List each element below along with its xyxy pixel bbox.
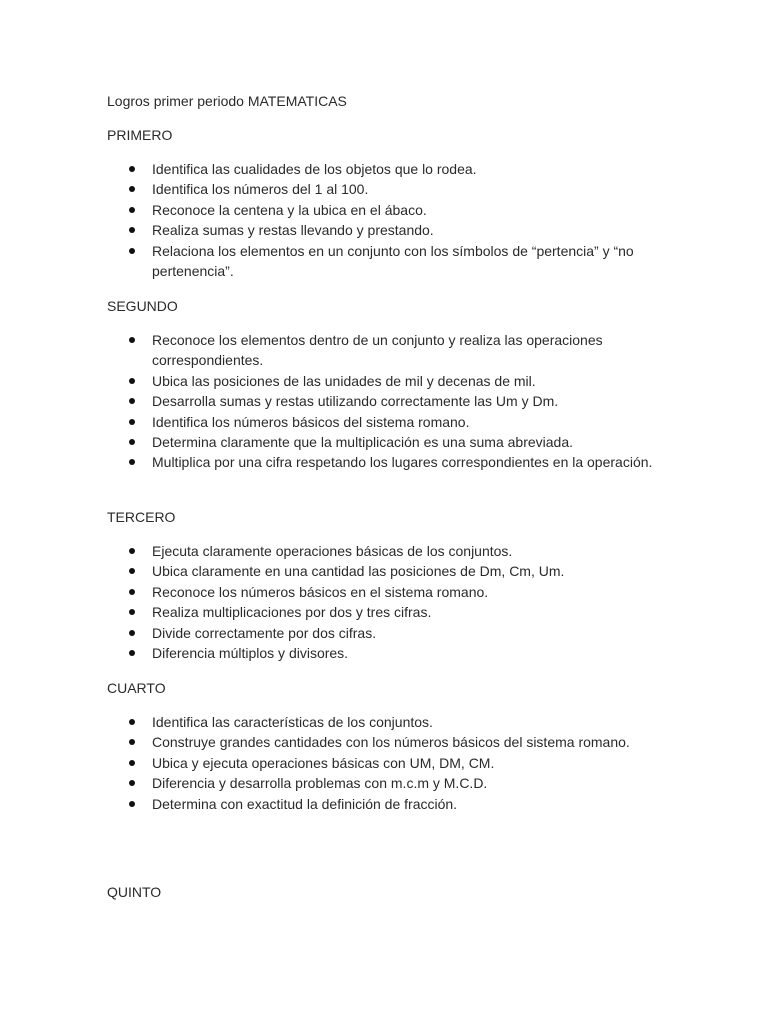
list-item (129, 159, 669, 179)
achievements-list-cuarto (129, 712, 669, 814)
list-item-text: Ejecuta claramente operaciones básicas de los conjuntos. (152, 543, 513, 559)
list-item (129, 241, 669, 282)
list-item (129, 582, 669, 602)
list-item (129, 712, 669, 732)
list-item (129, 200, 669, 220)
list-item-text: Diferencia múltiplos y divisores. (152, 645, 349, 662)
bullet-icon (129, 760, 135, 766)
list-item-text: Realiza multiplicaciones por dos y tres cifras. (152, 604, 432, 621)
list-item-text: Reconoce los elementos dentro de un conjunto y realiza las operaciones correspondientes. (152, 332, 603, 369)
list-item (129, 561, 669, 581)
bullet-icon (129, 248, 135, 254)
list-item-text: Multiplica por una cifra respetando los lugares correspondientes en la operación. (152, 454, 653, 471)
achievements-list-segundo (129, 330, 669, 473)
list-item-text: Determina con exactitud la definición de fracción. (152, 795, 458, 812)
list-item-text: Diferencia y desarrolla problemas con m.c.m y M.C.D. (152, 775, 488, 792)
bullet-icon (129, 780, 135, 786)
bullet-icon (129, 398, 135, 404)
bullet-icon (129, 337, 135, 343)
list-item (129, 371, 669, 391)
section-heading-primero: PRIMERO (107, 127, 173, 143)
achievements-list-tercero (129, 541, 669, 663)
list-item (129, 179, 669, 199)
bullet-icon (129, 378, 135, 384)
bullet-icon (129, 739, 135, 745)
section-heading-segundo: SEGUNDO (107, 298, 178, 314)
section-heading-quinto: QUINTO (107, 884, 162, 900)
document-title: Logros primer periodo MATEMATICAS (107, 93, 347, 109)
list-item-text: Identifica las cualidades de los objetos que lo rodea. (152, 161, 477, 177)
bullet-icon (129, 227, 135, 233)
list-item (129, 330, 669, 371)
bullet-icon (129, 589, 135, 595)
bullet-icon (129, 207, 135, 213)
bullet-icon (129, 568, 135, 574)
list-item-text: Identifica los números del 1 al 100. (152, 181, 369, 198)
list-item-text: Realiza sumas y restas llevando y prestando. (152, 222, 434, 239)
bullet-icon (129, 609, 135, 615)
list-item-text: Ubica claramente en una cantidad las posiciones de Dm, Cm, Um. (152, 563, 565, 580)
bullet-icon (129, 650, 135, 656)
list-item-text: Identifica los números básicos del sistema romano. (152, 413, 470, 430)
list-item (129, 452, 669, 472)
list-item-text: Desarrolla sumas y restas utilizando correctamente las Um y Dm. (152, 393, 559, 410)
list-item-text: Relaciona los elementos en un conjunto con los símbolos de “pertencia” y “no pertenencia”. (152, 242, 634, 280)
list-item (129, 732, 669, 752)
list-item-text: Identifica las características de los conjuntos. (152, 714, 433, 730)
bullet-icon (129, 419, 135, 425)
list-item-text: Reconoce los números básicos en el sistema romano. (152, 583, 489, 600)
list-item-text: Construye grandes cantidades con los números básicos del sistema romano. (152, 734, 630, 751)
list-item-text: Determina claramente que la multiplicación es una suma abreviada. (152, 434, 573, 451)
list-item (129, 794, 669, 814)
bullet-icon (129, 548, 135, 554)
list-item (129, 412, 669, 432)
achievements-list-primero (129, 159, 669, 281)
bullet-icon (129, 166, 135, 172)
list-item (129, 602, 669, 622)
list-item (129, 391, 669, 411)
list-item (129, 753, 669, 773)
list-item (129, 773, 669, 793)
bullet-icon (129, 186, 135, 192)
bullet-icon (129, 630, 135, 636)
bullet-icon (129, 719, 135, 725)
section-heading-cuarto: CUARTO (107, 680, 166, 696)
bullet-icon (129, 459, 135, 465)
list-item (129, 643, 669, 663)
list-item-text: Reconoce la centena y la ubica en el ábaco. (152, 201, 427, 218)
bullet-icon (129, 801, 135, 807)
section-heading-tercero: TERCERO (107, 509, 176, 525)
bullet-icon (129, 439, 135, 445)
list-item (129, 541, 669, 561)
list-item (129, 220, 669, 240)
list-item-text: Ubica las posiciones de las unidades de mil y decenas de mil. (152, 372, 536, 389)
list-item (129, 432, 669, 452)
list-item (129, 623, 669, 643)
list-item-text: Ubica y ejecuta operaciones básicas con UM, DM, CM. (152, 754, 495, 771)
list-item-text: Divide correctamente por dos cifras. (152, 624, 377, 641)
